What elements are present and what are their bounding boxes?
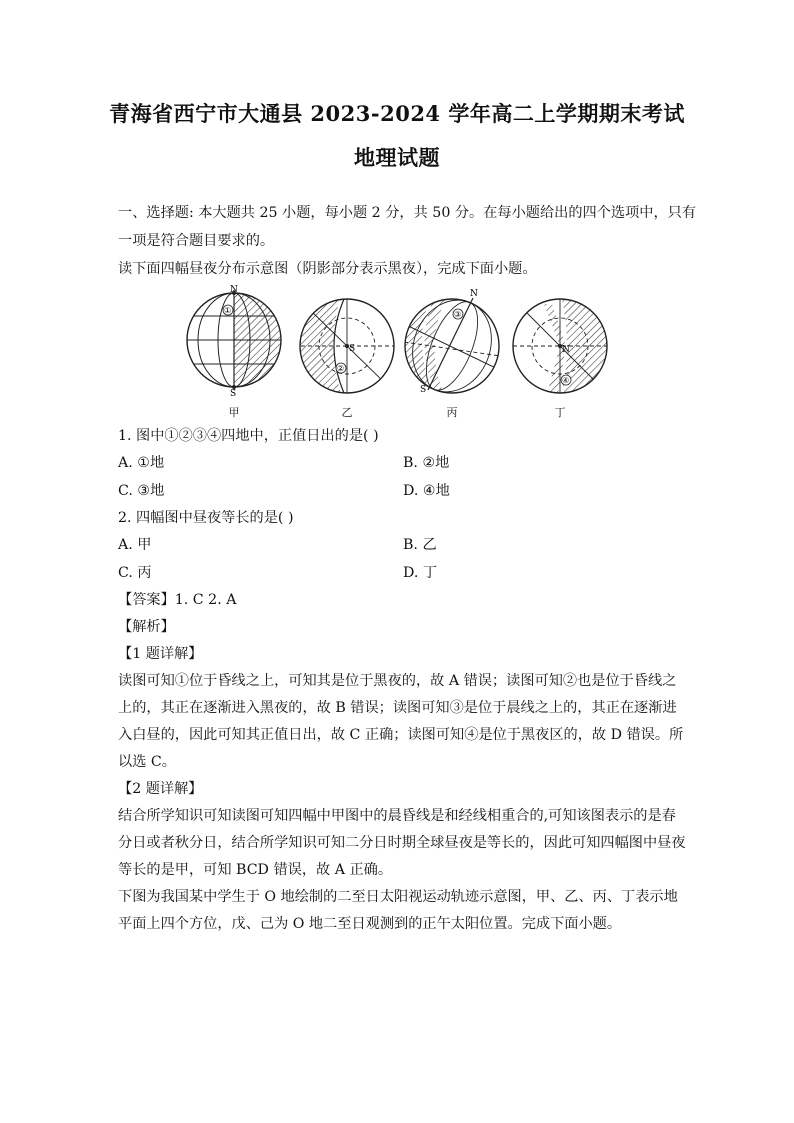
detail-2-line: 结合所学知识可知读图可知四幅中甲图中的晨昏线是和经线相重合的,可知该图表示的是春: [118, 808, 676, 824]
globe-yi: [294, 284, 400, 404]
label-n-bing: N: [470, 289, 478, 299]
detail-2-line: 分日或者秋分日，结合所学知识可知二分日时期全球昼夜是等长的，因此可知四幅图中昼夜: [118, 835, 686, 851]
globe-jia: [184, 284, 294, 404]
section-intro-line-2: 一项是符合题目要求的。: [118, 233, 275, 249]
question-prompt-1: 读下面四幅昼夜分布示意图（阴影部分表示黑夜），完成下面小题。: [118, 261, 537, 277]
detail-1-heading: 【1 题详解】: [118, 646, 203, 662]
q1-option-a: A. ①地: [118, 455, 165, 471]
question-prompt-2-line: 下图为我国某中学生于 O 地绘制的二至日太阳视运动轨迹示意图，甲、乙、丙、丁表示地: [118, 889, 678, 905]
question-1: 1. 图中①②③④四地中，正值日出的是( ): [118, 428, 379, 444]
detail-2-heading: 【2 题详解】: [118, 781, 203, 797]
globes-svg: [184, 284, 614, 420]
detail-1-line: 上的，其正在逐渐进入黑夜的，故 B 错误；读图可知③是位于晨线之上的，其正在逐渐进: [118, 700, 677, 716]
caption-bing: 丙: [446, 406, 458, 419]
q1-option-d: D. ④地: [403, 483, 450, 499]
label-s-bing: S: [420, 385, 427, 395]
marker-3: ③: [454, 310, 462, 319]
question-2: 2. 四幅图中昼夜等长的是( ): [118, 510, 294, 526]
caption-jia: 甲: [228, 406, 240, 419]
detail-1-line: 入白昼的，因此可知其正值日出，故 C 正确；读图可知④是位于黑夜区的，故 D 错误。所: [118, 727, 684, 743]
analysis-heading: 【解析】: [118, 619, 175, 635]
detail-1-line: 读图可知①位于昏线之上，可知其是位于黑夜的，故 A 错误；读图可知②也是位于昏线之: [118, 673, 677, 689]
q1-option-b: B. ②地: [403, 455, 450, 471]
label-n-ding: N: [562, 345, 570, 355]
label-n-jia: N: [230, 285, 238, 295]
day-night-figure: [184, 284, 614, 420]
label-s-yi: S: [349, 344, 356, 354]
globe-bing: [399, 288, 505, 404]
detail-2-line: 等长的是甲，可知 BCD 错误，故 A 正确。: [118, 862, 393, 878]
exam-subtitle: 地理试题: [354, 145, 440, 170]
question-prompt-2-line: 平面上四个方位，戊、己为 O 地二至日观测到的正午太阳位置。完成下面小题。: [118, 916, 622, 932]
marker-1: ①: [224, 306, 232, 315]
caption-yi: 乙: [341, 406, 353, 419]
section-intro-line-1: 一、选择题: 本大题共 25 小题，每小题 2 分，共 50 分。在每小题给出的四个选项中，只有: [118, 205, 697, 221]
exam-title: 青海省西宁市大通县 2023-2024 学年高二上学期期末考试: [109, 101, 685, 126]
q2-option-c: C. 丙: [118, 565, 152, 581]
detail-1-line: 以选 C。: [118, 754, 176, 770]
q2-option-a: A. 甲: [118, 537, 152, 553]
label-s-jia: S: [230, 389, 237, 399]
answer-line: 【答案】1. C 2. A: [118, 592, 237, 608]
caption-ding: 丁: [554, 406, 566, 419]
q2-option-d: D. 丁: [403, 565, 438, 581]
q2-option-b: B. 乙: [403, 537, 437, 553]
q1-option-c: C. ③地: [118, 483, 165, 499]
marker-4: ④: [562, 376, 570, 385]
marker-2: ②: [337, 364, 345, 373]
